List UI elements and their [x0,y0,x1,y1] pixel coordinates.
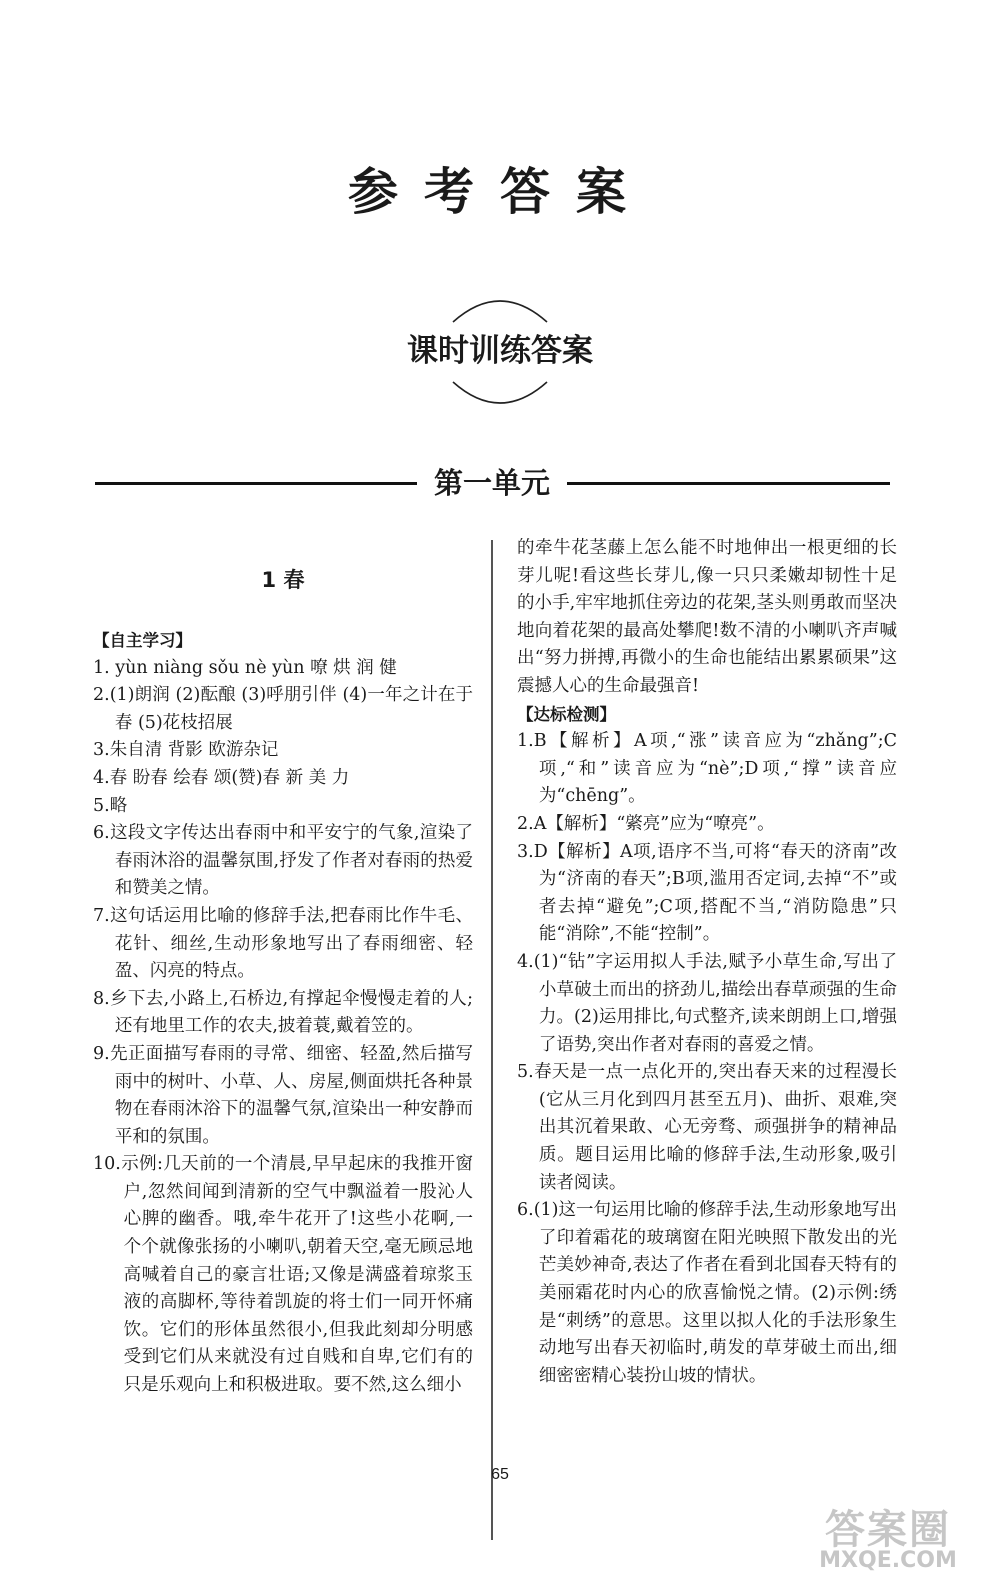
assessment-item-4: 4.(1)“钻”字运用拟人手法,赋予小草生命,写出了小草破土而出的挤劲儿,描绘出春草顽强的生命力。(2)运用排比,句式整齐,读来朗朗上口,增强了语势,突出作者对春雨的喜爱之情。 [517,951,897,1055]
lesson-title: 1 春 [261,568,305,592]
answer-item-6: 6.这段文字传达出春雨中和平安宁的气象,渲染了春雨沐浴的温馨氛围,抒发了作者对春雨的热爱和赞美之情。 [93,823,473,899]
answer-item-10-continuation: 的牵牛花茎藤上怎么能不时地伸出一根更细的长芽儿呢!看这些长芽儿,像一只只柔嫩却韧性十足的小手,牢牢地抓住旁边的花架,茎头则勇敢而坚决地向着花架的最高处攀爬!数不清的小喇叭齐声喊出“努力拼搏,再微小的生命也能结出累累硕果”这震撼人心的生命最强音! [517,538,897,696]
watermark-url: MXQE.COM [819,1548,957,1573]
answer-item-1: 1. yùn niàng sǒu nè yùn 嘹 烘 润 健 [93,657,397,678]
unit-rule-right [567,482,890,485]
ornament-bottom-arc [453,382,547,403]
unit-rule-left [95,482,417,485]
watermark-logo [788,1498,988,1578]
answer-item-8: 8.乡下去,小路上,石桥边,有撑起伞慢慢走着的人;还有地里工作的农夫,披着蓑,戴着笠的。 [93,988,473,1037]
assessment-item-6: 6.(1)这一句运用比喻的修辞手法,生动形象地写出了印着霜花的玻璃窗在阳光映照下散发出的光芒美妙神奇,表达了作者在看到北国春天特有的美丽霜花时内心的欣喜愉悦之情。(2)示例:绣是“刺绣”的意思。这里以拟人化的手法形象生动地写出春天初临时,萌发的草芽破土而出,细细密密精心装扮山坡的情状。 [517,1200,897,1386]
assessment-item-1: 1.B【解析】A项,“涨”读音应为“zhǎng”;C项,“和”读音应为“nè”;D项,“撑”读音应为“chēng”。 [517,731,897,807]
answer-item-4: 4.春 盼春 绘春 颂(赞)春 新 美 力 [93,767,350,788]
column-divider [491,540,493,1540]
section-heading-self-study: 【自主学习】 [93,631,192,650]
answer-item-5: 5.略 [93,795,128,816]
page-title: 参考答案 [348,163,652,221]
answer-item-3: 3.朱自清 背影 欧游杂记 [93,740,279,761]
left-column [93,565,473,1400]
assessment-item-2: 2.A【解析】“綮亮”应为“嘹亮”。 [517,813,775,834]
section-subtitle: 课时训练答案 [407,333,593,369]
assessment-item-5: 5.春天是一点一点化开的,突出春天来的过程漫长(它从三月化到四月甚至五月)、曲折、艰难,突出其沉着果敢、心无旁骛、顽强拼争的精神品质。题目运用比喻的修辞手法,生动形象,吸引读者阅读。 [517,1062,897,1193]
page-number: 65 [491,1466,509,1483]
unit-title: 第一单元 [433,466,550,500]
section-heading-assessment: 【达标检测】 [517,704,616,724]
watermark-text: 答案圈 [825,1507,951,1553]
answer-item-10: 10.示例:几天前的一个清晨,早早起床的我推开窗户,忽然间闻到清新的空气中飘溢着一股沁人心脾的幽香。哦,牵牛花开了!这些小花啊,一个个就像张扬的小喇叭,朝着天空,毫无顾忌地高喊着自己的豪言壮语;又像是满盛着琼浆玉液的高脚杯,等待着凯旋的将士们一同开怀痛饮。它们的形体虽然很小,但我此刻却分明感受到它们从来就没有过自贱和自卑,它们有的只是乐观向上和积极进取。要不然,这么细小 [93,1154,473,1396]
answer-item-7: 7.这句话运用比喻的修辞手法,把春雨比作牛毛、花针、细丝,生动形象地写出了春雨细密、轻盈、闪亮的特点。 [93,905,473,982]
right-column [517,535,897,1390]
subtitle-ornament [370,292,630,417]
ornament-top-arc [453,301,547,322]
answer-item-9: 9.先正面描写春雨的寻常、细密、轻盈,然后描写雨中的树叶、小草、人、房屋,侧面烘托各种景物在春雨沐浴下的温馨气氛,渲染出一种安静而平和的氛围。 [93,1043,473,1147]
assessment-item-3: 3.D【解析】A项,语序不当,可将“春天的济南”改为“济南的春天”;B项,滥用否定词,去掉“不”或者去掉“避免”;C项,搭配不当,“消防隐患”只能“消除”,不能“控制”。 [517,841,897,945]
unit-heading-bar [95,463,890,503]
answer-item-2: 2.(1)朗润 (2)酝酿 (3)呼朋引伴 (4)一年之计在于春 (5)花枝招展 [93,685,473,733]
